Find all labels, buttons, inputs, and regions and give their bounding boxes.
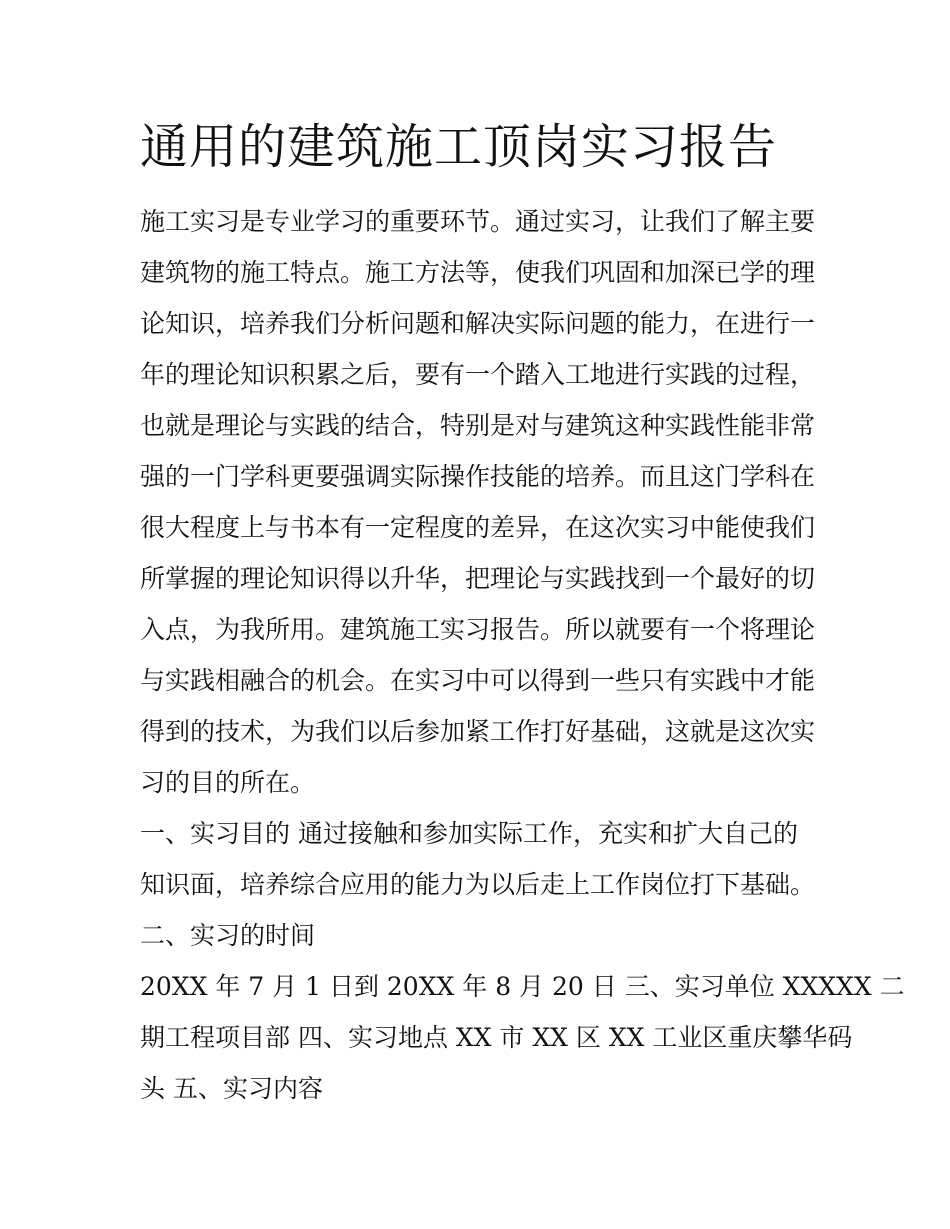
body-line: 所掌握的理论知识得以升华，把理论与实践找到一个最好的切	[140, 564, 816, 593]
body-line: 得到的技术，为我们以后参加紧工作打好基础，这就是这次实	[140, 717, 816, 746]
body-line: 年的理论知识积累之后，要有一个踏入工地进行实践的过程，	[140, 360, 816, 389]
body-line: 论知识，培养我们分析问题和解决实际问题的能力，在进行一	[140, 309, 816, 338]
body-line: 习的目的所在。	[140, 768, 316, 797]
body-line: 很大程度上与书本有一定程度的差异，在这次实习中能使我们	[140, 513, 816, 542]
body-line: 知识面，培养综合应用的能力为以后走上工作岗位打下基础。	[140, 870, 816, 899]
section-heading-line: 二、实习的时间	[140, 921, 316, 950]
body-line: 也就是理论与实践的结合，特别是对与建筑这种实践性能非常	[140, 411, 816, 440]
body-line: 强的一门学科更要强调实际操作技能的培养。而且这门学科在	[140, 462, 816, 491]
body-line: 建筑物的施工特点。施工方法等，使我们巩固和加深已学的理	[140, 258, 816, 287]
section-heading-line: 一、实习目的 通过接触和参加实际工作，充实和扩大自己的	[140, 819, 798, 848]
body-line: 头 五、实习内容	[140, 1074, 323, 1103]
body-line: 与实践相融合的机会。在实习中可以得到一些只有实践中才能	[140, 666, 816, 695]
body-line: 期工程项目部 四、实习地点 XX 市 XX 区 XX 工业区重庆攀华码	[140, 1023, 853, 1052]
body-line: 20XX 年 7 月 1 日到 20XX 年 8 月 20 日 三、实习单位 XXXXX 二	[140, 972, 905, 1001]
body-line: 入点，为我所用。建筑施工实习报告。所以就要有一个将理论	[140, 615, 816, 644]
document-title: 通用的建筑施工顶岗实习报告	[140, 119, 778, 175]
body-line: 施工实习是专业学习的重要环节。通过实习，让我们了解主要	[140, 207, 816, 236]
